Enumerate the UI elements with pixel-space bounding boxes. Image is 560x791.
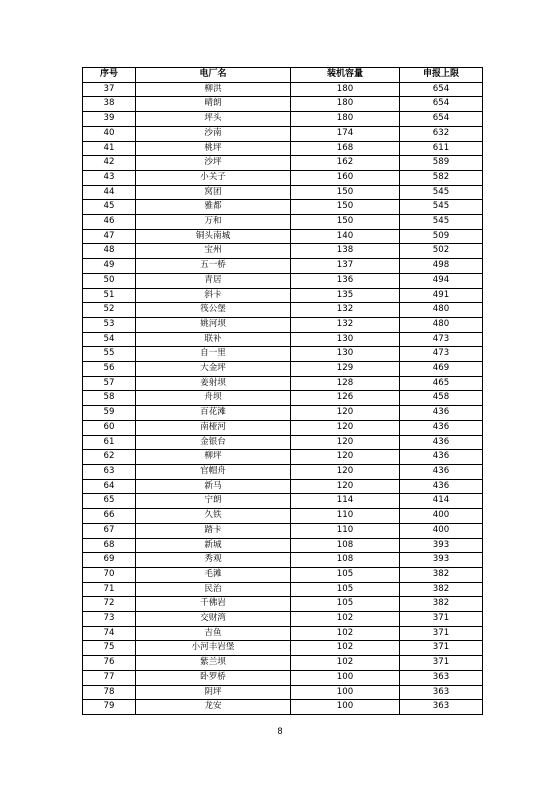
cell-plant-name: 舟坝	[136, 391, 291, 406]
table-row	[83, 597, 483, 612]
cell-installed-capacity: 130	[291, 347, 400, 362]
cell-plant-name: 民治	[136, 582, 291, 597]
document-page	[82, 67, 482, 715]
cell-index: 75	[83, 641, 136, 656]
cell-plant-name: 踏卡	[136, 523, 291, 538]
cell-installed-capacity: 129	[291, 362, 400, 377]
cell-plant-name: 阴坪	[136, 685, 291, 700]
cell-index: 70	[83, 567, 136, 582]
cell-plant-name: 吉鱼	[136, 626, 291, 641]
table-row	[83, 509, 483, 524]
cell-installed-capacity: 180	[291, 112, 400, 127]
table-row	[83, 406, 483, 421]
table-row	[83, 317, 483, 332]
cell-plant-name: 新城	[136, 538, 291, 553]
cell-declared-limit: 632	[400, 126, 483, 141]
cell-plant-name: 柳坪	[136, 450, 291, 465]
cell-plant-name: 斜卡	[136, 288, 291, 303]
cell-plant-name: 金银台	[136, 435, 291, 450]
cell-index: 45	[83, 200, 136, 215]
cell-installed-capacity: 110	[291, 509, 400, 524]
cell-index: 57	[83, 376, 136, 391]
cell-index: 65	[83, 494, 136, 509]
cell-declared-limit: 382	[400, 567, 483, 582]
cell-declared-limit: 473	[400, 347, 483, 362]
cell-installed-capacity: 120	[291, 435, 400, 450]
header-plant-name: 电厂名	[136, 68, 291, 83]
cell-declared-limit: 436	[400, 420, 483, 435]
cell-index: 46	[83, 215, 136, 230]
table-row	[83, 229, 483, 244]
cell-index: 48	[83, 244, 136, 259]
cell-plant-name: 南桠河	[136, 420, 291, 435]
cell-declared-limit: 371	[400, 641, 483, 656]
cell-plant-name: 卧罗桥	[136, 670, 291, 685]
cell-declared-limit: 465	[400, 376, 483, 391]
cell-installed-capacity: 180	[291, 82, 400, 97]
table-row	[83, 97, 483, 112]
table-row	[83, 362, 483, 377]
cell-plant-name: 宁朗	[136, 494, 291, 509]
table-row	[83, 523, 483, 538]
cell-installed-capacity: 137	[291, 259, 400, 274]
cell-index: 38	[83, 97, 136, 112]
cell-declared-limit: 589	[400, 156, 483, 171]
cell-declared-limit: 400	[400, 509, 483, 524]
cell-declared-limit: 509	[400, 229, 483, 244]
cell-declared-limit: 363	[400, 670, 483, 685]
table-row	[83, 494, 483, 509]
cell-installed-capacity: 120	[291, 406, 400, 421]
cell-declared-limit: 371	[400, 612, 483, 627]
cell-declared-limit: 393	[400, 538, 483, 553]
cell-plant-name: 新马	[136, 479, 291, 494]
table-row	[83, 185, 483, 200]
cell-index: 61	[83, 435, 136, 450]
cell-installed-capacity: 138	[291, 244, 400, 259]
cell-index: 55	[83, 347, 136, 362]
cell-declared-limit: 458	[400, 391, 483, 406]
cell-declared-limit: 382	[400, 582, 483, 597]
cell-index: 78	[83, 685, 136, 700]
cell-plant-name: 姜射坝	[136, 376, 291, 391]
cell-declared-limit: 654	[400, 82, 483, 97]
cell-index: 58	[83, 391, 136, 406]
cell-plant-name: 铜头南城	[136, 229, 291, 244]
cell-declared-limit: 382	[400, 597, 483, 612]
cell-plant-name: 久铁	[136, 509, 291, 524]
cell-installed-capacity: 128	[291, 376, 400, 391]
cell-plant-name: 交财湾	[136, 612, 291, 627]
cell-index: 47	[83, 229, 136, 244]
cell-declared-limit: 491	[400, 288, 483, 303]
cell-installed-capacity: 110	[291, 523, 400, 538]
cell-index: 44	[83, 185, 136, 200]
table-row	[83, 156, 483, 171]
cell-plant-name: 毛滩	[136, 567, 291, 582]
cell-installed-capacity: 102	[291, 641, 400, 656]
cell-plant-name: 小河丰岩堡	[136, 641, 291, 656]
cell-index: 40	[83, 126, 136, 141]
cell-installed-capacity: 120	[291, 450, 400, 465]
cell-plant-name: 沙南	[136, 126, 291, 141]
cell-installed-capacity: 100	[291, 685, 400, 700]
cell-plant-name: 沙坪	[136, 156, 291, 171]
cell-index: 42	[83, 156, 136, 171]
cell-index: 64	[83, 479, 136, 494]
cell-installed-capacity: 105	[291, 597, 400, 612]
table-row	[83, 376, 483, 391]
cell-index: 72	[83, 597, 136, 612]
cell-plant-name: 紫兰坝	[136, 656, 291, 671]
table-row	[83, 244, 483, 259]
cell-installed-capacity: 102	[291, 656, 400, 671]
header-installed-capacity: 装机容量	[291, 68, 400, 83]
table-row	[83, 141, 483, 156]
cell-declared-limit: 469	[400, 362, 483, 377]
cell-plant-name: 雅都	[136, 200, 291, 215]
cell-declared-limit: 582	[400, 170, 483, 185]
cell-declared-limit: 393	[400, 553, 483, 568]
cell-installed-capacity: 105	[291, 582, 400, 597]
table-row	[83, 626, 483, 641]
cell-installed-capacity: 174	[291, 126, 400, 141]
table-row	[83, 200, 483, 215]
table-row	[83, 126, 483, 141]
cell-index: 74	[83, 626, 136, 641]
cell-plant-name: 联补	[136, 332, 291, 347]
cell-declared-limit: 371	[400, 626, 483, 641]
table-body	[83, 82, 483, 714]
table-row	[83, 347, 483, 362]
cell-index: 59	[83, 406, 136, 421]
cell-index: 51	[83, 288, 136, 303]
cell-installed-capacity: 100	[291, 700, 400, 715]
table-row	[83, 112, 483, 127]
cell-plant-name: 百花滩	[136, 406, 291, 421]
table-row	[83, 273, 483, 288]
cell-installed-capacity: 168	[291, 141, 400, 156]
table-row	[83, 259, 483, 274]
table-row	[83, 450, 483, 465]
cell-installed-capacity: 120	[291, 420, 400, 435]
cell-index: 63	[83, 464, 136, 479]
cell-plant-name: 千佛岩	[136, 597, 291, 612]
cell-installed-capacity: 135	[291, 288, 400, 303]
table-row	[83, 700, 483, 715]
cell-index: 39	[83, 112, 136, 127]
cell-index: 56	[83, 362, 136, 377]
cell-declared-limit: 545	[400, 200, 483, 215]
cell-installed-capacity: 108	[291, 538, 400, 553]
cell-declared-limit: 480	[400, 317, 483, 332]
cell-installed-capacity: 150	[291, 185, 400, 200]
cell-index: 50	[83, 273, 136, 288]
cell-declared-limit: 480	[400, 303, 483, 318]
cell-plant-name: 姚河坝	[136, 317, 291, 332]
cell-installed-capacity: 150	[291, 200, 400, 215]
cell-index: 69	[83, 553, 136, 568]
cell-installed-capacity: 136	[291, 273, 400, 288]
table-row	[83, 391, 483, 406]
cell-installed-capacity: 140	[291, 229, 400, 244]
cell-declared-limit: 436	[400, 406, 483, 421]
cell-plant-name: 晴朗	[136, 97, 291, 112]
cell-index: 73	[83, 612, 136, 627]
cell-declared-limit: 436	[400, 435, 483, 450]
cell-declared-limit: 400	[400, 523, 483, 538]
cell-declared-limit: 545	[400, 215, 483, 230]
cell-declared-limit: 494	[400, 273, 483, 288]
table-row	[83, 670, 483, 685]
table-row	[83, 82, 483, 97]
cell-declared-limit: 363	[400, 685, 483, 700]
cell-plant-name: 大金坪	[136, 362, 291, 377]
cell-index: 77	[83, 670, 136, 685]
cell-declared-limit: 545	[400, 185, 483, 200]
cell-installed-capacity: 150	[291, 215, 400, 230]
table-row	[83, 303, 483, 318]
cell-installed-capacity: 102	[291, 626, 400, 641]
cell-index: 37	[83, 82, 136, 97]
table-row	[83, 685, 483, 700]
table-header	[83, 68, 483, 83]
table-row	[83, 538, 483, 553]
cell-installed-capacity: 120	[291, 464, 400, 479]
table-row	[83, 215, 483, 230]
table-row	[83, 641, 483, 656]
cell-installed-capacity: 162	[291, 156, 400, 171]
cell-declared-limit: 502	[400, 244, 483, 259]
cell-installed-capacity: 160	[291, 170, 400, 185]
cell-index: 62	[83, 450, 136, 465]
cell-installed-capacity: 102	[291, 612, 400, 627]
table-row	[83, 288, 483, 303]
cell-declared-limit: 436	[400, 464, 483, 479]
cell-installed-capacity: 114	[291, 494, 400, 509]
cell-installed-capacity: 100	[291, 670, 400, 685]
table-row	[83, 420, 483, 435]
cell-index: 60	[83, 420, 136, 435]
cell-plant-name: 万和	[136, 215, 291, 230]
cell-index: 71	[83, 582, 136, 597]
cell-declared-limit: 611	[400, 141, 483, 156]
cell-declared-limit: 473	[400, 332, 483, 347]
header-index: 序号	[83, 68, 136, 83]
header-declared-limit: 申报上限	[400, 68, 483, 83]
cell-index: 79	[83, 700, 136, 715]
cell-index: 52	[83, 303, 136, 318]
cell-plant-name: 坪头	[136, 112, 291, 127]
cell-declared-limit: 436	[400, 450, 483, 465]
table-row	[83, 479, 483, 494]
table-row	[83, 656, 483, 671]
table-row	[83, 612, 483, 627]
cell-declared-limit: 654	[400, 112, 483, 127]
cell-installed-capacity: 130	[291, 332, 400, 347]
cell-index: 66	[83, 509, 136, 524]
cell-index: 76	[83, 656, 136, 671]
cell-plant-name: 窝团	[136, 185, 291, 200]
cell-index: 49	[83, 259, 136, 274]
cell-installed-capacity: 108	[291, 553, 400, 568]
cell-plant-name: 柳洪	[136, 82, 291, 97]
cell-declared-limit: 498	[400, 259, 483, 274]
cell-plant-name: 宝州	[136, 244, 291, 259]
cell-installed-capacity: 120	[291, 479, 400, 494]
page-number: 8	[277, 726, 283, 736]
cell-index: 43	[83, 170, 136, 185]
cell-plant-name: 秀观	[136, 553, 291, 568]
table-row	[83, 435, 483, 450]
cell-index: 41	[83, 141, 136, 156]
table-row	[83, 582, 483, 597]
table-row	[83, 464, 483, 479]
header-row	[83, 68, 483, 83]
cell-plant-name: 自一里	[136, 347, 291, 362]
cell-plant-name: 龙安	[136, 700, 291, 715]
cell-plant-name: 青居	[136, 273, 291, 288]
table-row	[83, 332, 483, 347]
cell-installed-capacity: 105	[291, 567, 400, 582]
cell-index: 68	[83, 538, 136, 553]
table-row	[83, 170, 483, 185]
table-row	[83, 567, 483, 582]
cell-plant-name: 桃坪	[136, 141, 291, 156]
cell-declared-limit: 414	[400, 494, 483, 509]
cell-plant-name: 五一桥	[136, 259, 291, 274]
cell-declared-limit: 371	[400, 656, 483, 671]
cell-plant-name: 小关子	[136, 170, 291, 185]
cell-declared-limit: 436	[400, 479, 483, 494]
cell-plant-name: 筏公堡	[136, 303, 291, 318]
cell-declared-limit: 363	[400, 700, 483, 715]
cell-index: 54	[83, 332, 136, 347]
table-row	[83, 553, 483, 568]
cell-installed-capacity: 132	[291, 303, 400, 318]
cell-installed-capacity: 180	[291, 97, 400, 112]
cell-installed-capacity: 132	[291, 317, 400, 332]
cell-plant-name: 官帽舟	[136, 464, 291, 479]
cell-installed-capacity: 126	[291, 391, 400, 406]
cell-index: 67	[83, 523, 136, 538]
power-plant-table	[82, 67, 483, 715]
cell-index: 53	[83, 317, 136, 332]
cell-declared-limit: 654	[400, 97, 483, 112]
